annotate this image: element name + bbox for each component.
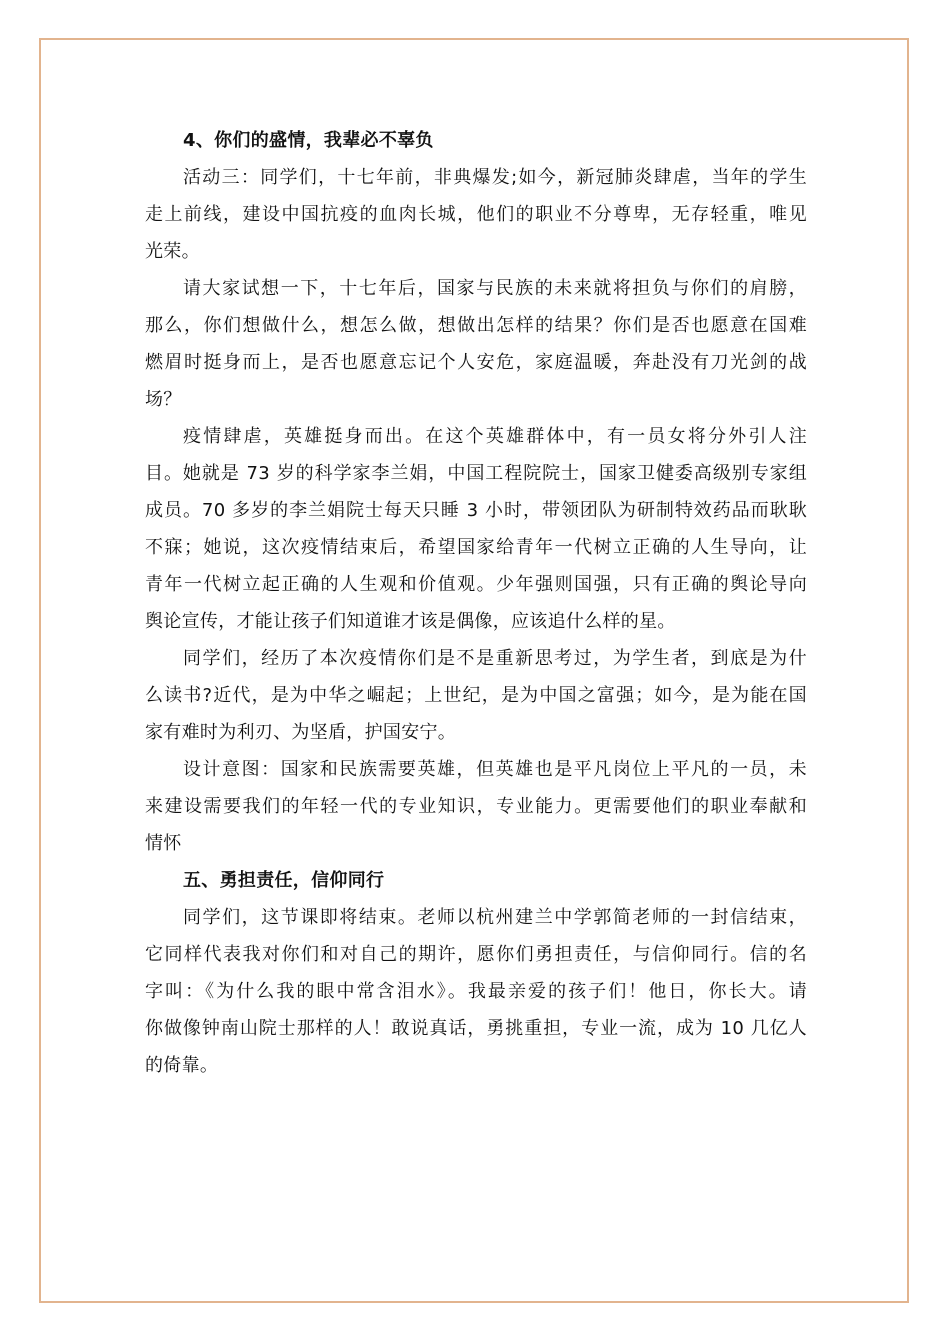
paragraph-line: 字叫：《为什么我的眼中常含泪水》。我最亲爱的孩子们！他日，你长大。请: [145, 981, 807, 1002]
paragraph-why-study: [145, 640, 807, 751]
paragraph-line: 设计意图：国家和民族需要英雄，但英雄也是平凡岗位上平凡的一员，未: [183, 759, 807, 780]
paragraph-line: 燃眉时挺身而上，是否也愿意忘记个人安危，家庭温暖，奔赴没有刀光剑的战: [145, 352, 807, 373]
paragraph-line: 情怀: [145, 833, 182, 854]
document-body: [145, 122, 807, 1084]
paragraph-line: 成员。70 多岁的李兰娟院士每天只睡 3 小时，带领团队为研制特效药品而耿耿: [145, 500, 807, 521]
paragraph-closing-letter: [145, 899, 807, 1084]
paragraph-activity-three: [145, 159, 807, 270]
paragraph-line: 不寐；她说，这次疫情结束后，希望国家给青年一代树立正确的人生导向，让: [145, 537, 807, 558]
paragraph-line: 来建设需要我们的年轻一代的专业知识，专业能力。更需要他们的职业奉献和: [145, 796, 807, 817]
paragraph-line: 请大家试想一下，十七年后，国家与民族的未来就将担负与你们的肩膀，: [183, 278, 807, 299]
paragraph-line: 那么，你们想做什么，想怎么做，想做出怎样的结果？你们是否也愿意在国难: [145, 315, 807, 336]
paragraph-line: 同学们，经历了本次疫情你们是不是重新思考过，为学生者，到底是为什: [183, 648, 807, 669]
section-heading-5: 五、勇担责任，信仰同行: [183, 870, 385, 891]
paragraph-line: 的倚靠。: [145, 1055, 219, 1076]
paragraph-li-lanjuan: [145, 418, 807, 640]
paragraph-line: 走上前线，建设中国抗疫的血肉长城，他们的职业不分尊卑，无存轻重，唯见: [145, 204, 807, 225]
paragraph-line: 青年一代树立起正确的人生观和价值观。少年强则国强，只有正确的舆论导向: [145, 574, 807, 595]
paragraph-imagine: [145, 270, 807, 418]
paragraph-line: 场？: [145, 389, 182, 410]
paragraph-line: 你做像钟南山院士那样的人！敢说真话，勇挑重担，专业一流，成为 10 几亿人: [145, 1018, 807, 1039]
paragraph-line: 疫情肆虐，英雄挺身而出。在这个英雄群体中，有一员女将分外引人注: [183, 426, 807, 447]
paragraph-line: 活动三：同学们，十七年前，非典爆发;如今，新冠肺炎肆虐，当年的学生: [183, 167, 807, 188]
paragraph-line: 它同样代表我对你们和对自己的期许，愿你们勇担责任，与信仰同行。信的名: [145, 944, 807, 965]
paragraph-line: 光荣。: [145, 241, 200, 262]
paragraph-line: 么读书?近代，是为中华之崛起；上世纪，是为中国之富强；如今，是为能在国: [145, 685, 807, 706]
section-heading-4: 4、你们的盛情，我辈必不辜负: [183, 130, 434, 151]
paragraph-line: 目。她就是 73 岁的科学家李兰娟，中国工程院院士，国家卫健委高级别专家组: [145, 463, 807, 484]
paragraph-design-intent: [145, 751, 807, 862]
paragraph-line: 家有难时为利刃、为坚盾，护国安宁。: [145, 722, 457, 743]
paragraph-line: 同学们，这节课即将结束。老师以杭州建兰中学郭简老师的一封信结束，: [183, 907, 807, 928]
paragraph-line: 舆论宣传，才能让孩子们知道谁才该是偶像，应该追什么样的星。: [145, 611, 676, 632]
